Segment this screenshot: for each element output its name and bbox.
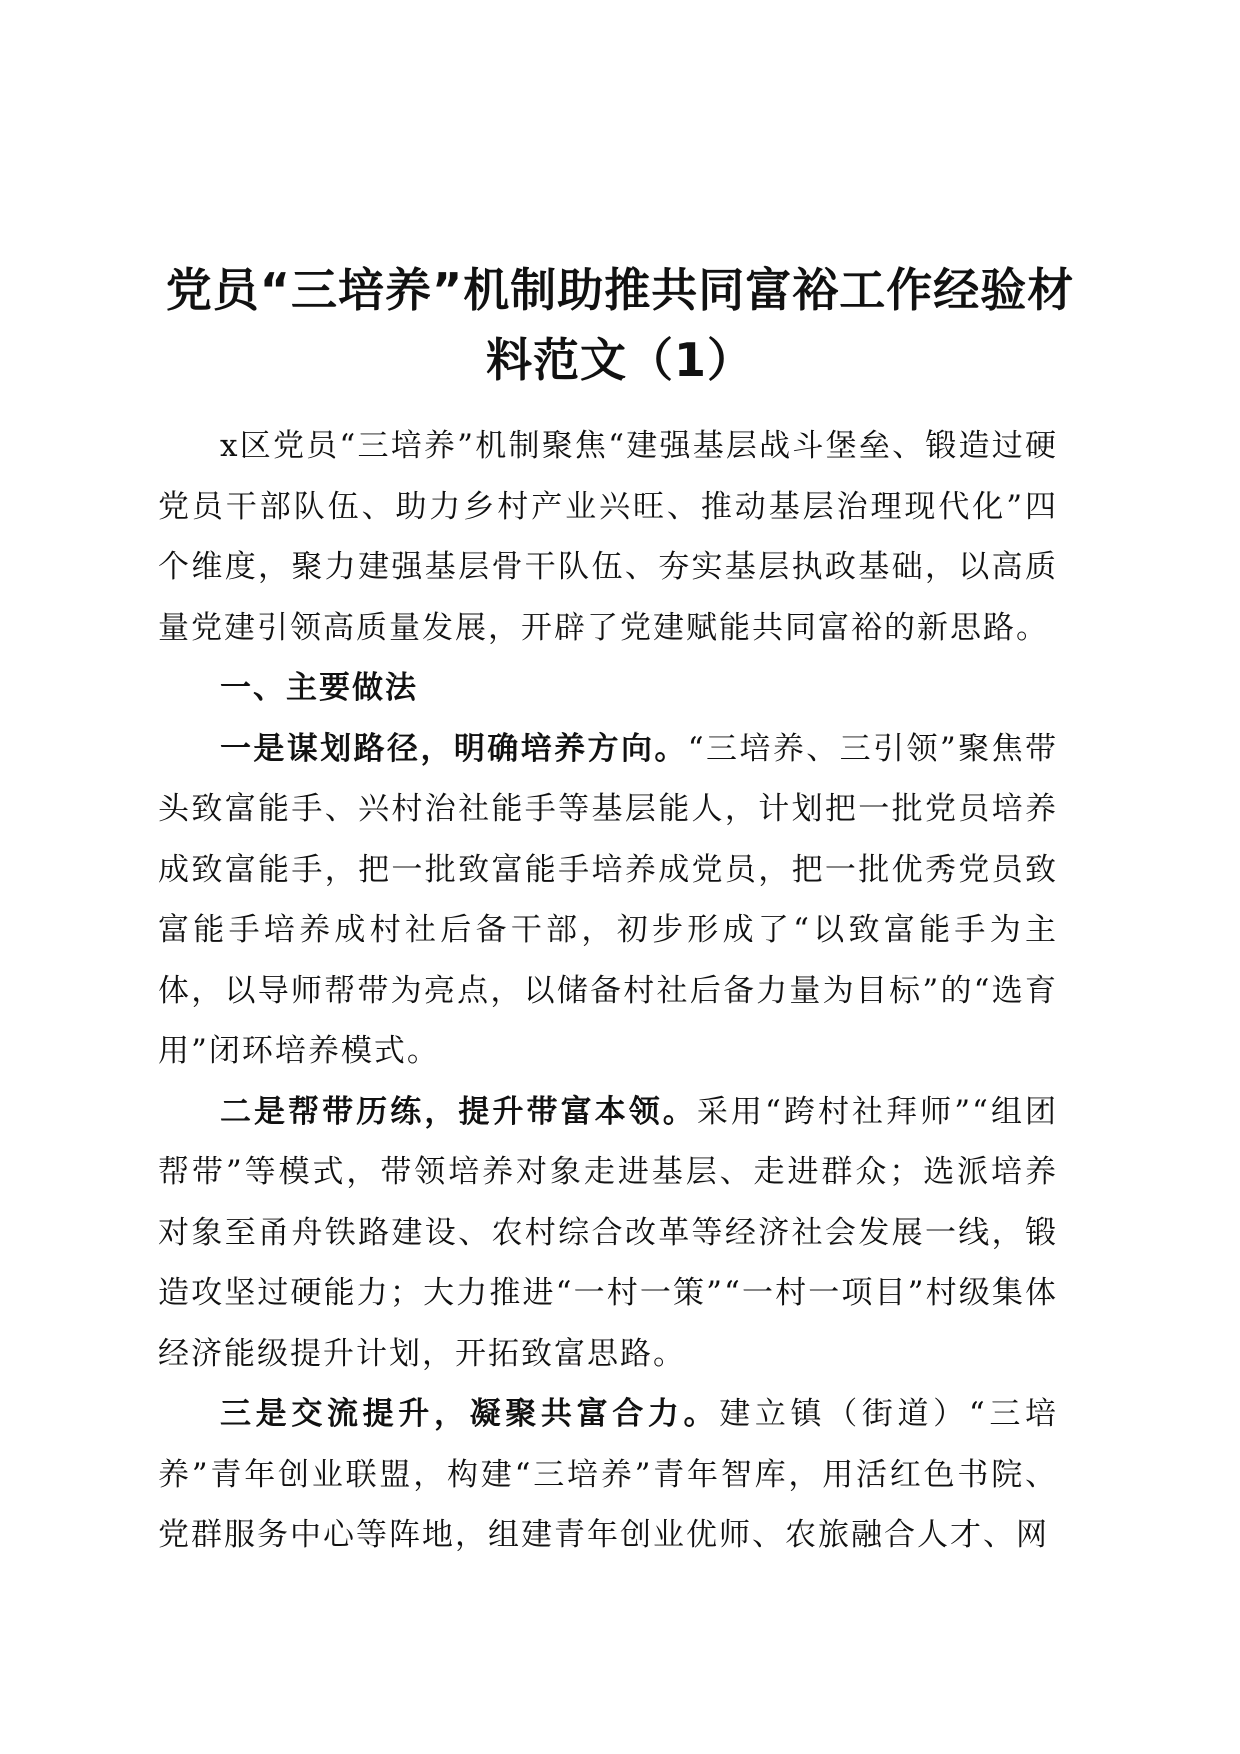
- paragraph-1-text: “三培养、三引领”聚焦带头致富能手、兴村治社能手等基层能人，计划把一批党员培养成致富能手，把一批致富能手培养成党员，把一批优秀党员致富能手培养成村社后备干部，初步形成了“以致富能手为主体，以导师帮带为亮点，以储备村社后备力量为目标”的“选育用”闭环培养模式。: [158, 730, 1058, 1069]
- document-title: 党员“三培养”机制助推共同富裕工作经验材料范文（1）: [165, 263, 1075, 387]
- paragraph-2-text: 采用“跨村社拜师”“组团帮带”等模式，带领培养对象走进基层、走进群众；选派培养对象至甬舟铁路建设、农村综合改革等经济社会发展一线，锻造攻坚过硬能力；大力推进“一村一策”“一村一项目”村级集体经济能级提升计划，开拓致富思路。: [158, 1093, 1059, 1372]
- paragraph-2: [158, 1082, 1058, 1385]
- paragraph-1: [158, 719, 1058, 1082]
- paragraph-3: [158, 1384, 1058, 1566]
- paragraph-2-lead: 二是帮带历练，提升带富本领。: [220, 1093, 697, 1130]
- document-body: [158, 416, 1058, 1566]
- section-heading: 一、主要做法: [220, 670, 418, 706]
- paragraph-3-text: 建立镇（街道）“三培养”青年创业联盟，构建“三培养”青年智库，用活红色书院、党群服务中心等阵地，组建青年创业优师、农旅融合人才、网: [158, 1396, 1058, 1553]
- paragraph-1-lead: 一是谋划路径，明确培养方向。: [220, 730, 688, 767]
- paragraph-3-lead: 三是交流提升，凝聚共富合力。: [220, 1396, 720, 1432]
- intro-paragraph: x区党员“三培养”机制聚焦“建强基层战斗堡垒、锻造过硬党员干部队伍、助力乡村产业兴旺、推动基层治理现代化”四个维度，聚力建强基层骨干队伍、夯实基层执政基础，以高质量党建引领高质量发展，开辟了党建赋能共同富裕的新思路。: [158, 428, 1058, 646]
